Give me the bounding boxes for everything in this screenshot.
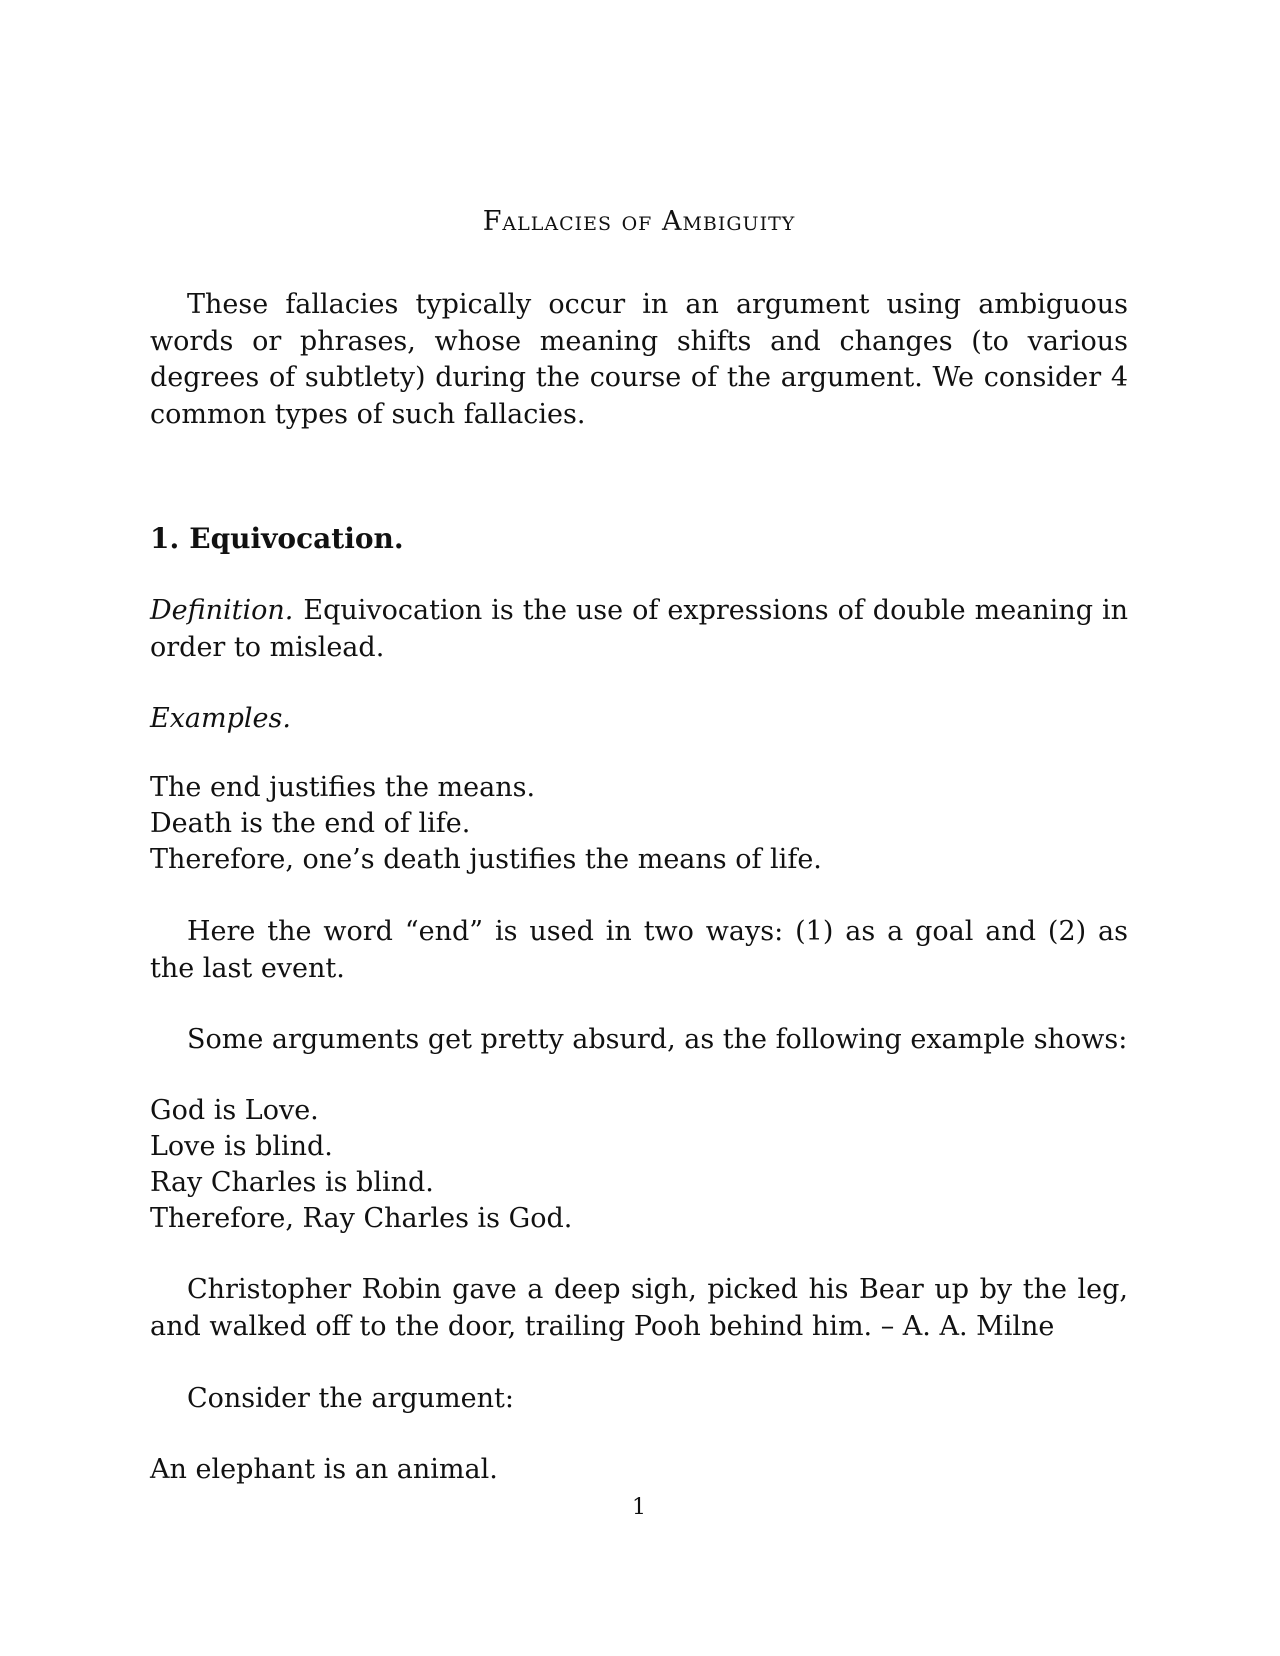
- example2-line: Love is blind.: [150, 1131, 333, 1162]
- document-page: [150, 0, 1128, 1656]
- definition-text: Equivocation is the use of expressions of double meaning in order to mislead.: [150, 595, 1128, 663]
- section-number: 1.: [150, 522, 180, 555]
- section-title: Equivocation.: [189, 522, 404, 555]
- absurd-intro-paragraph: Some arguments get pretty absurd, as the following example shows:: [187, 1024, 1128, 1055]
- definition-label: Definition.: [150, 595, 294, 626]
- document-title: Fallacies of Ambiguity: [482, 206, 796, 237]
- example1-line: Death is the end of life.: [150, 808, 471, 839]
- example1-line: The end justifies the means.: [150, 772, 536, 803]
- quote-paragraph: Christopher Robin gave a deep sigh, picked his Bear up by the leg, and walked off to the door, trailing Pooh behind him. – A. A. Milne: [150, 1274, 1128, 1342]
- explanation-paragraph: Here the word “end” is used in two ways: (1) as a goal and (2) as the last event.: [150, 916, 1128, 984]
- definition-paragraph: [150, 593, 1128, 666]
- examples-label: Examples.: [150, 703, 291, 734]
- intro-paragraph: These fallacies typically occur in an argument using ambiguous words or phrases, whose meaning shifts and changes (to various degrees of subtlety) during the course of the argument. We consider 4 common types of such fallacies.: [150, 289, 1128, 430]
- example2-line: Ray Charles is blind.: [150, 1167, 434, 1198]
- example2-line: God is Love.: [150, 1095, 319, 1126]
- page-number: 1: [632, 1495, 646, 1520]
- consider-paragraph: Consider the argument:: [187, 1383, 514, 1414]
- example1-line: Therefore, one’s death justifies the means of life.: [150, 844, 822, 875]
- example2-line: Therefore, Ray Charles is God.: [150, 1203, 573, 1234]
- section-heading: [150, 522, 404, 555]
- example3-line: An elephant is an animal.: [150, 1454, 498, 1485]
